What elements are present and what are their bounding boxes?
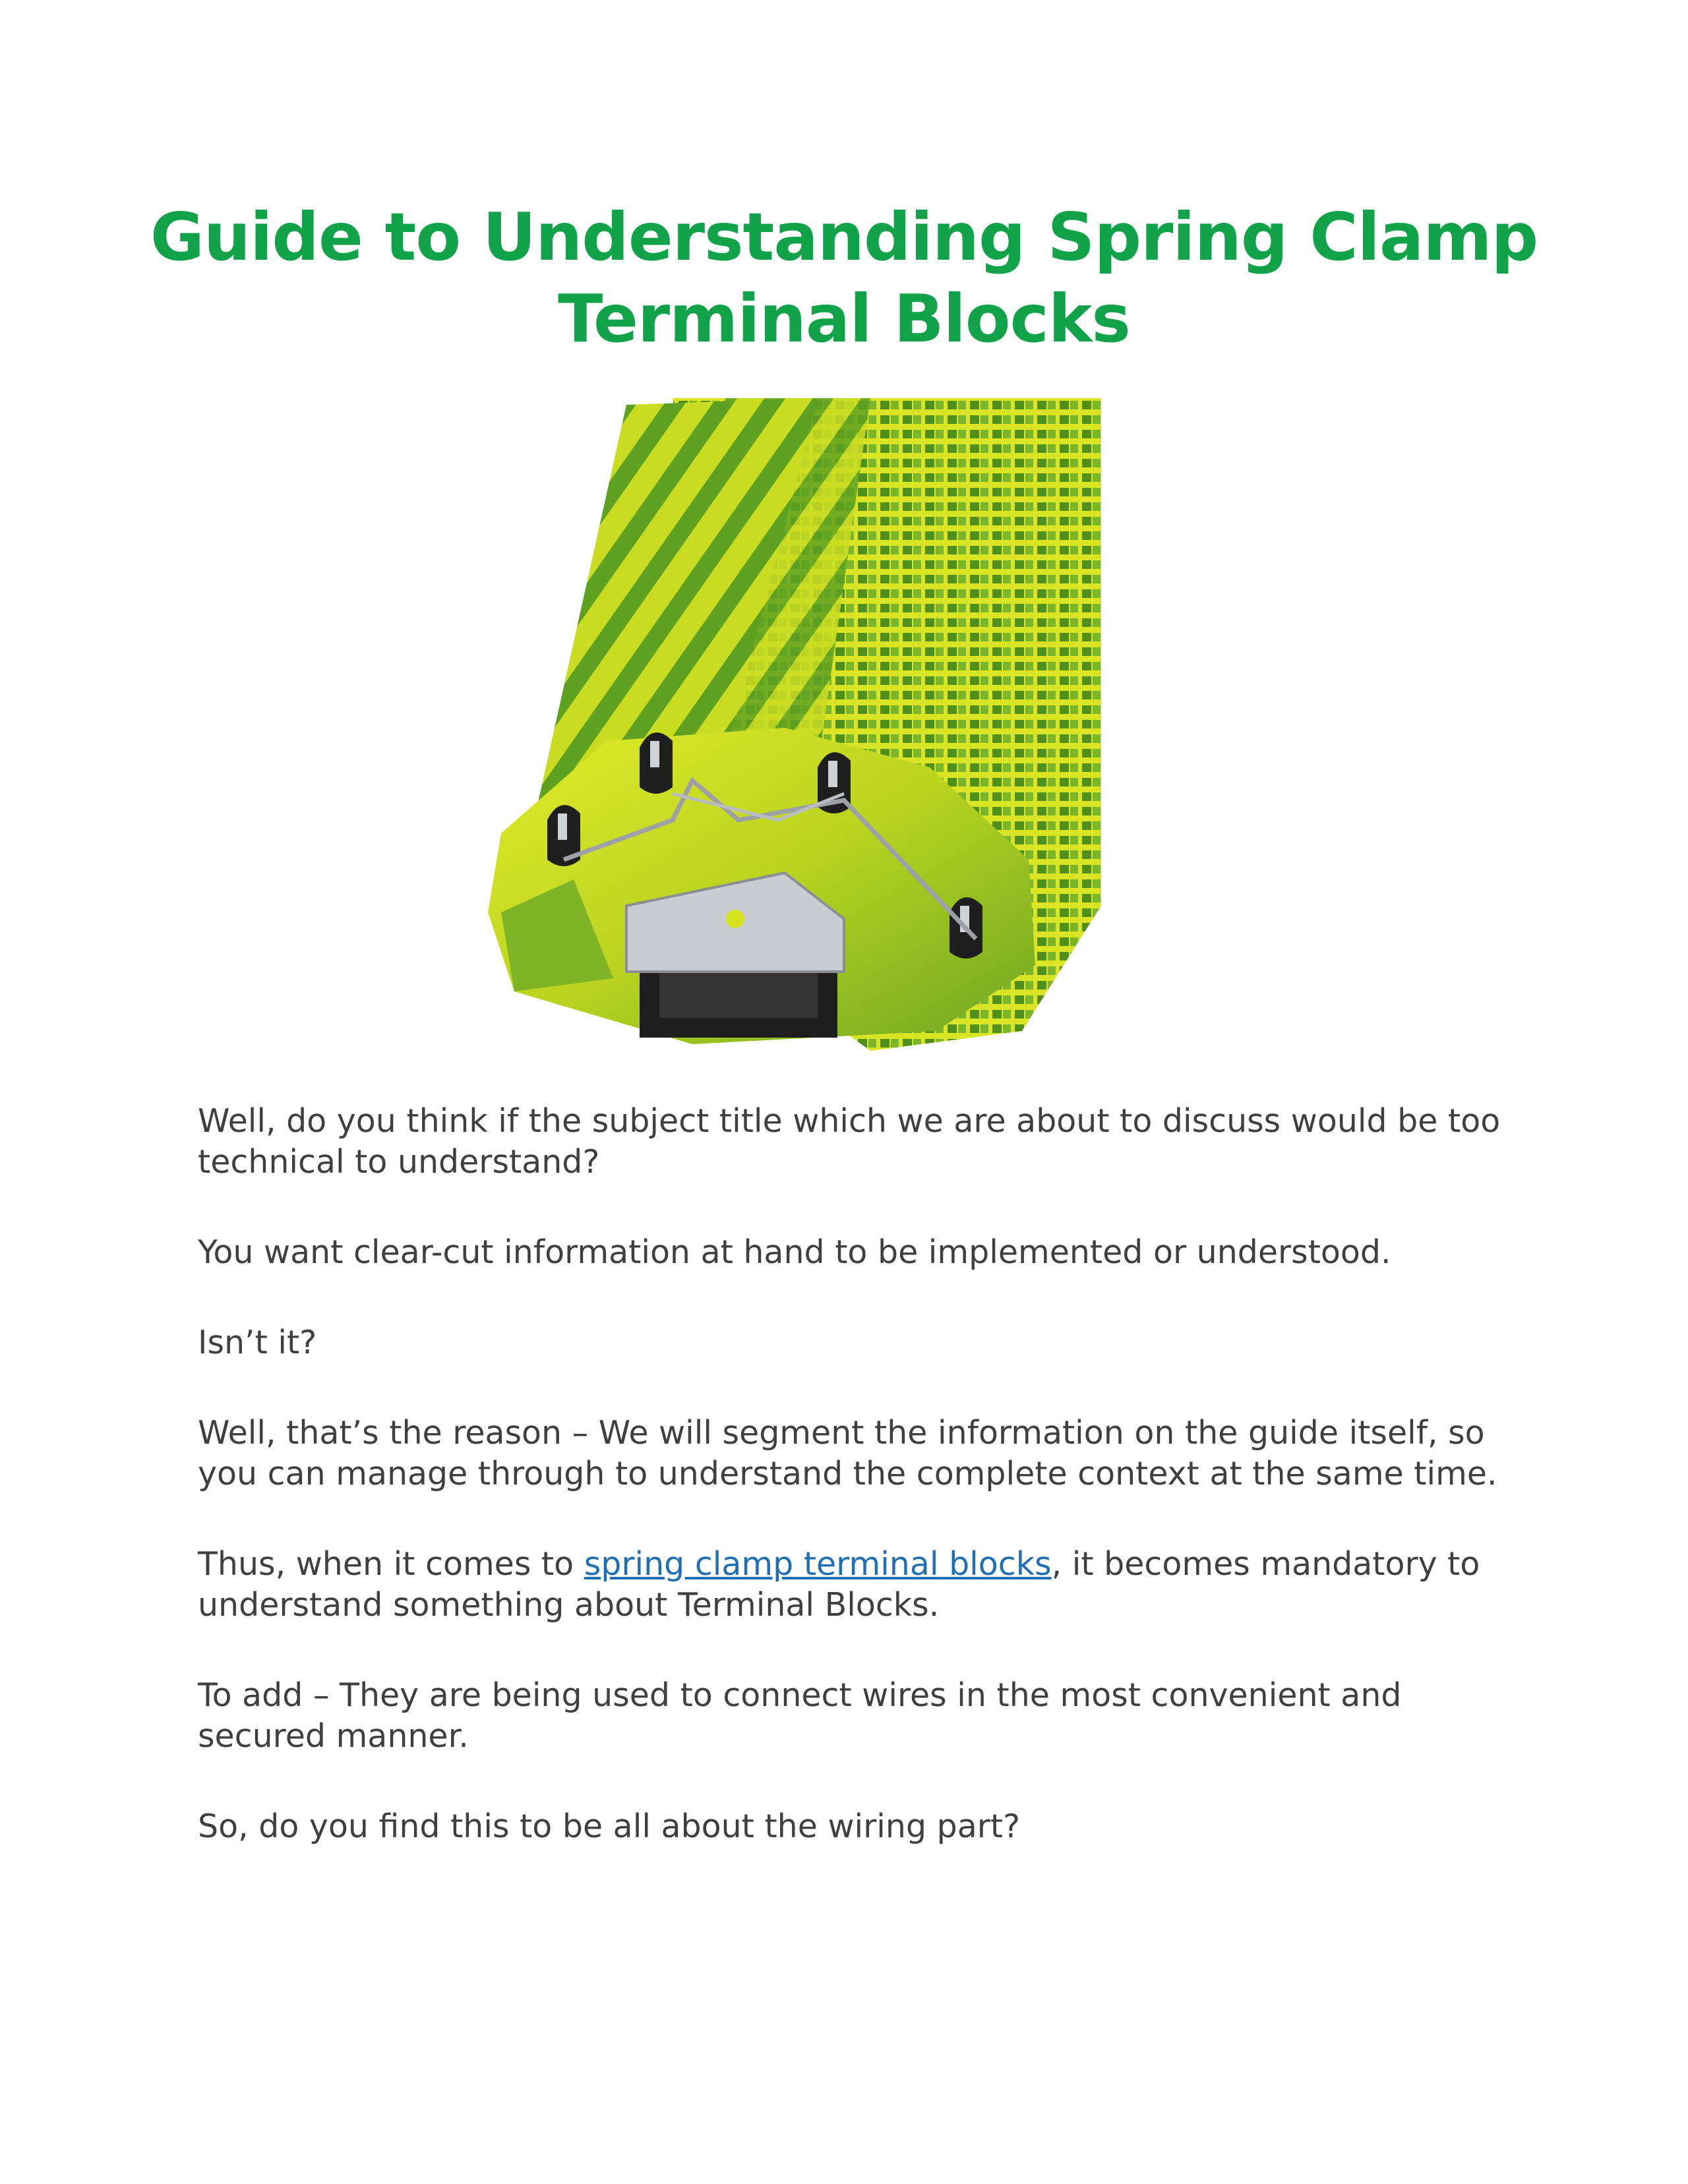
paragraph-5: [198, 1544, 1517, 1626]
paragraph-6: To add – They are being used to connect wires in the most convenient and secured manner.: [198, 1676, 1402, 1755]
spring-clamp-terminal-blocks-link[interactable]: spring clamp terminal blocks: [584, 1545, 1052, 1583]
paragraph-2: You want clear-cut information at hand to be implemented or understood.: [198, 1233, 1391, 1271]
article-body: [198, 1101, 1517, 1897]
title-line-1: Guide to Understanding Spring Clamp: [150, 198, 1538, 276]
paragraph-5-after: , it becomes mandatory to understand something about Terminal Blocks.: [198, 1545, 1480, 1624]
paragraph-3: Isn’t it?: [198, 1324, 317, 1361]
paragraph-5-before: Thus, when it comes to: [198, 1545, 584, 1583]
terminal-blocks-image: [475, 398, 1101, 1057]
page-title: [132, 196, 1556, 360]
paragraph-1: Well, do you think if the subject title which we are about to discuss would be too technical to understand?: [198, 1102, 1501, 1181]
paragraph-7: So, do you find this to be all about the wiring part?: [198, 1808, 1021, 1845]
paragraph-4: Well, that’s the reason – We will segment the information on the guide itself, so you can manage through to understand the complete context at the same time.: [198, 1414, 1497, 1492]
title-line-2: Terminal Blocks: [558, 280, 1130, 357]
